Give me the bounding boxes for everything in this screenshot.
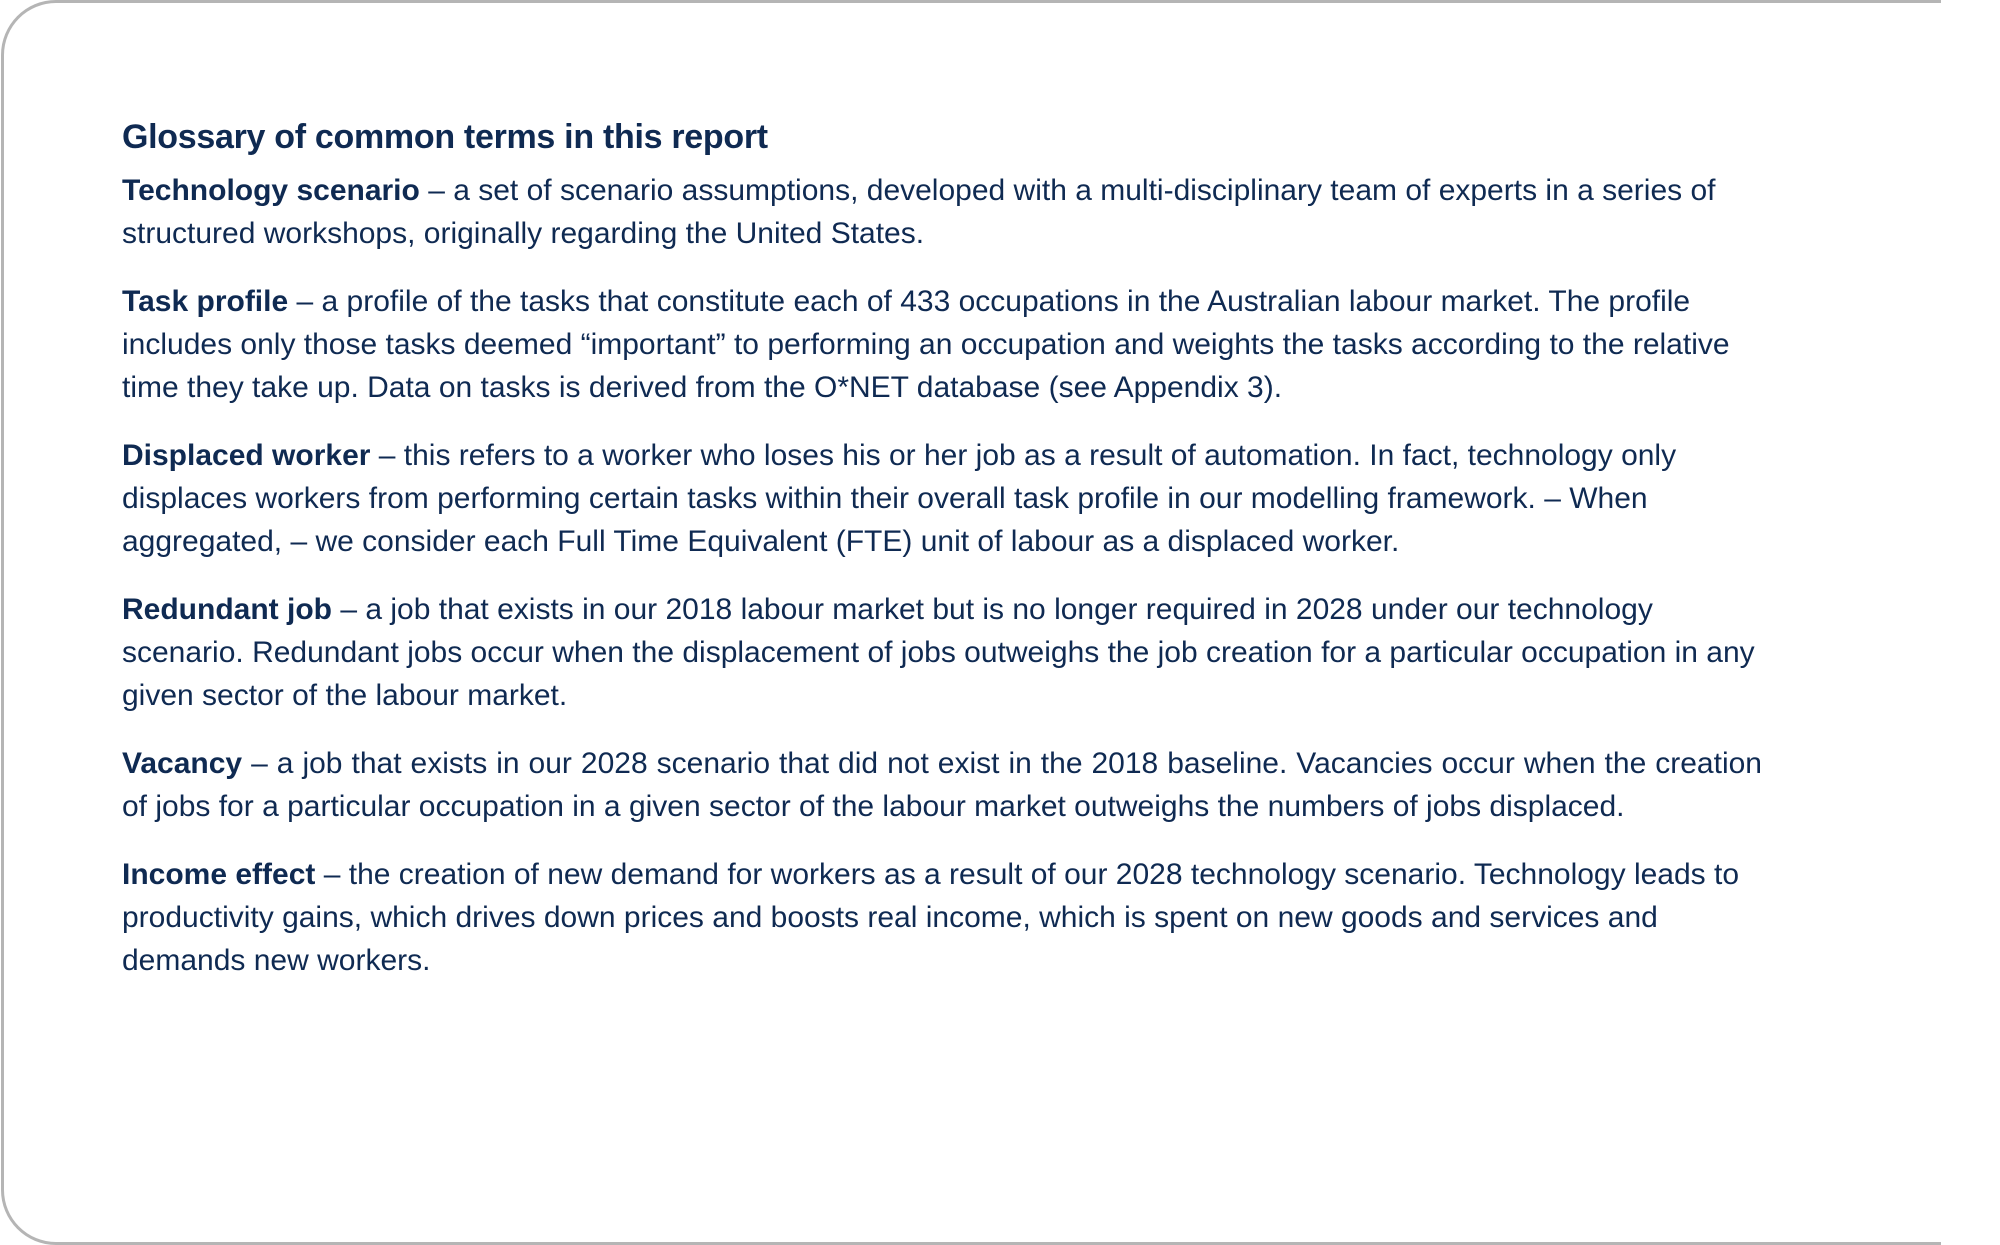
glossary-entry-displaced-worker <box>122 434 1762 563</box>
glossary-definition: – a job that exists in our 2018 labour market but is no longer required in 2028 under our technology scenario. Redundant jobs occur when the displacement of jobs outweighs the job creation for a particular occupation in any given sector of the labour market. <box>122 593 1755 712</box>
glossary-definition: – a profile of the tasks that constitute each of 433 occupations in the Australian labour market. The profile includes only those tasks deemed “important” to performing an occupation and weights the tasks according to the relative time they take up. Data on tasks is derived from the O*NET database (see Appendix 3). <box>122 285 1730 404</box>
glossary-definition: – a job that exists in our 2028 scenario that did not exist in the 2018 baseline. Vacancies occur when the creation of jobs for a particular occupation in a given sector of the labour market outweighs the numbers of jobs displaced. <box>122 747 1762 823</box>
glossary-entry-vacancy <box>122 742 1762 828</box>
glossary-title: Glossary of common terms in this report <box>122 118 768 156</box>
glossary-term: Income effect <box>122 858 316 891</box>
glossary-content <box>122 115 1762 1007</box>
glossary-term: Vacancy <box>122 747 243 780</box>
glossary-term: Task profile <box>122 285 289 318</box>
glossary-definition: – this refers to a worker who loses his or her job as a result of automation. In fact, technology only displaces workers from performing certain tasks within their overall task profile in our modelling framework. – When aggregated, – we consider each Full Time Equivalent (FTE) unit of labour as a displaced worker. <box>122 439 1677 558</box>
glossary-definition: – a set of scenario assumptions, developed with a multi-disciplinary team of experts in a series of structured workshops, originally regarding the United States. <box>122 174 1716 250</box>
glossary-term: Technology scenario <box>122 174 420 207</box>
glossary-entry-income-effect <box>122 853 1762 982</box>
glossary-definition: – the creation of new demand for workers as a result of our 2028 technology scenario. Technology leads to productivity gains, which drives down prices and boosts real income, which is spent on new goods and services and demands new workers. <box>122 858 1740 977</box>
glossary-entry-task-profile <box>122 280 1762 409</box>
glossary-term: Redundant job <box>122 593 332 626</box>
glossary-entry-technology-scenario <box>122 169 1762 255</box>
glossary-entry-redundant-job <box>122 588 1762 717</box>
glossary-term: Displaced worker <box>122 439 371 472</box>
